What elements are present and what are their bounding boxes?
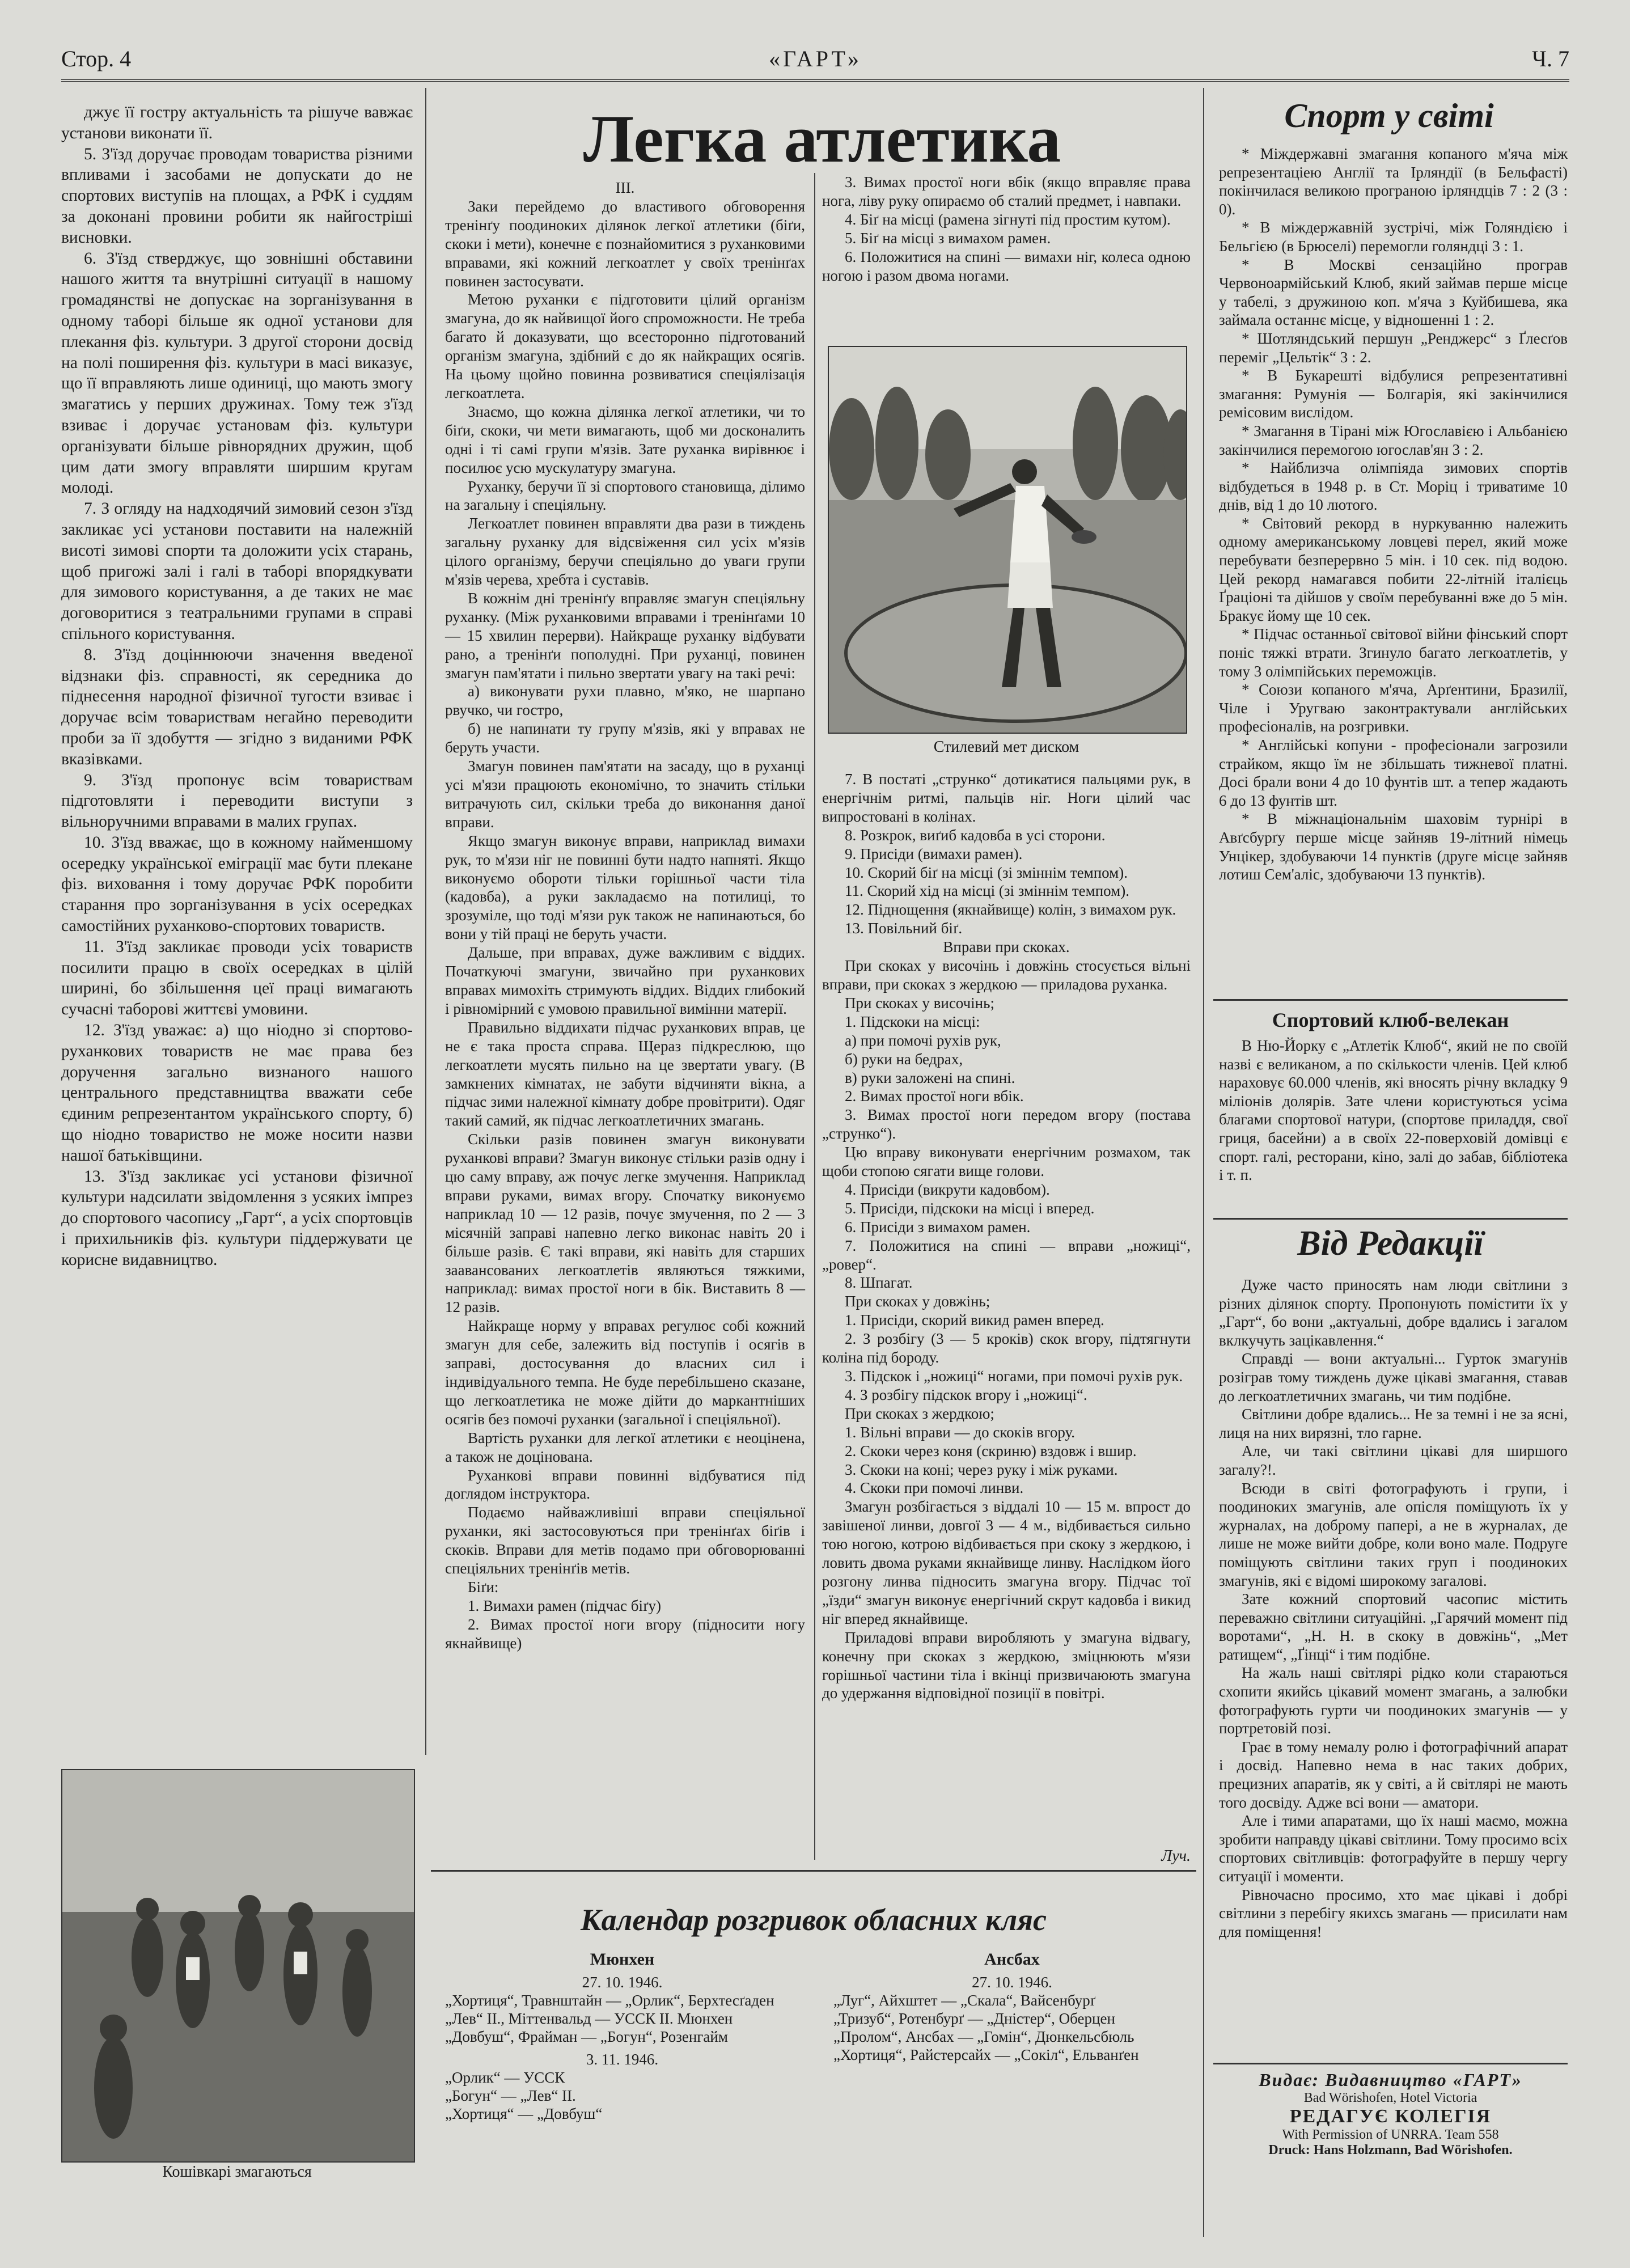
page-header [61, 34, 1569, 79]
paragraph: Змагун повинен пам'ятати на засаду, що в руханці усі м'язи працюють економічно, то значить стільки витрачують сил, скільки треба до виконання даної вправи. [445, 758, 805, 831]
paragraph: Справді — вони актуальні... Гурток змагунів розіграв тому тиждень дуже цікаві змагання, ставав до легкоатлетичних змагань, чи тим подібне. [1219, 1350, 1568, 1404]
paragraph: 8. З'їзд доціннюючи значення введеної відзнаки фіз. справності, як середника до піднесення народної фізичної тугости взиває і доручає всім товариствам негайно переводити проби за її здобуття — згідно з виданими РФК вказівками. [61, 645, 413, 768]
paragraph: а) виконувати рухи плавно, м'яко, не шарпано рвучко, чи гостро, [445, 683, 805, 719]
news-item: * Англійські копуни - професіонали загрозили страйком, якщо їм не збільшать тижневої платні. Досі брали вони 4 до 10 фунтів шт. а тепер жадають 6 до 13 фунтів шт. [1219, 737, 1568, 809]
paragraph: При скоках у довжінь; [845, 1293, 990, 1310]
news-item: * Шотляндський першун „Ренджерс“ з Ґлесґов переміг „Цельтік“ 3 : 2. [1219, 329, 1568, 366]
paragraph: 2. Скоки через коня (скриню) вздовж і вшир. [845, 1442, 1137, 1459]
paragraph: Руханкові вправи повинні відбуватися під доглядом інструктора. [445, 1466, 805, 1503]
paragraph: 13. Повільний біґ. [845, 920, 963, 937]
paragraph: При скоках з жердкою; [845, 1404, 994, 1422]
calendar-rule [431, 1870, 1196, 1872]
paragraph: 6. З'їзд стверджує, що зовнішні обставини нашого життя та внутрішні ситуації в нашому громадянстві не допускає на зорганізування в одному таборі більше як одної установи для плекання фіз. культури. З другої сторони досвід на полі поширення фіз. культури в масі виказує, що її вправляють лише одиниці, що мають змогу змагатись у перших дружинах. Тому теж з'їзд взиває і доручає установам фіз. культури організувати більше рівнорядних дружин, щоб цим дати змогу вправляти ширшим кругам молоді. [61, 249, 413, 497]
news-item: * В Москві сензаційно програв Червоноармійський Клюб, який займав перше місце у табелі, з дружиною коп. м'яча з Куйбишева, яка займала останнє місце, у відношенні 1 : 2. [1219, 256, 1568, 329]
paragraph: 1. Вільні вправи — до скоків вгору. [845, 1423, 1076, 1441]
munich-heading: Мюнхен [590, 1950, 655, 1969]
fixture-line: „Тризуб“, Ротенбурґ — „Дністер“, Оберцен [833, 2010, 1115, 2027]
printer-line: Druck: Hans Holzmann, Bad Wörishofen. [1268, 2143, 1513, 2157]
paragraph: Правильно віддихати підчас руханкових вправ, це не є така проста справа. Щераз підкреслюю, що легкоатлети мусять пильно на це звертати увагу. (В замкнених кімнатах, не забути відчиняти вікна, а підчас зими належної кімнату добре провітрити). Одяг такий самий, як підчас легкоатлетичних змагань. [445, 1018, 805, 1129]
paragraph: 2. З розбігу (3 — 5 кроків) скок вгору, підтягнути коліна під бороду. [822, 1330, 1191, 1366]
editorial-column [1219, 1276, 1568, 1941]
club-column [1219, 1036, 1568, 1184]
publisher-place: Bad Wörishofen, Hotel Victoria [1303, 2091, 1477, 2105]
calendar-munich [445, 1950, 799, 2123]
paragraph: На жаль наші світлярі рідко коли стараються схопити якийсь цікавий момент змагань, а залюбки фотографують гурти чи поодиноких змагунів — у портретовій позі. [1219, 1664, 1568, 1737]
news-item: * Союзи копаного м'яча, Арґентини, Бразилії, Чіле і Уругваю законтрактували англійських професіоналів, на розгривки. [1219, 681, 1568, 735]
paragraph: Руханку, беручи її зі спортового становища, ділимо на загальну і спеціяльну. [445, 477, 805, 514]
paragraph: Рівночасно просимо, хто має цікаві і добрі світлини з перебігу якихсь змагань — присилати нам для поміщення! [1219, 1886, 1568, 1940]
basketball-photo-caption: Кошівкарі змагаються [162, 2163, 312, 2181]
news-item: * Підчас останньої світової війни фінський спорт поніс тяжкі втрати. Згинуло багато легкоатлетів, у тому 3 олімпійських переможців. [1219, 625, 1568, 680]
paragraph: Грає в тому немалу ролю і фотографічний апарат і досвід. Напевно нема в нас таких добрих, прецизних апаратів, як у світі, а й світлярі не мають того досвіду. Адже всі вони — аматори. [1219, 1738, 1568, 1811]
news-item: * Змагання в Тірані між Югославією і Альбанією закінчилися перемогою югослав'ян 3 : 2. [1219, 422, 1568, 458]
paragraph: Метою руханки є підготовити цілий організм змагуна, до як найвищої його спроможности. Не треба багато й доказувати, що всесторонно підготований організм змагуна, здібний є до як найкращих осягів. На цьому щойно повинна розвиватися спеціялізація легкоатлета. [445, 291, 805, 401]
paragraph: 1. Присіди, скорий викид рамен вперед. [845, 1311, 1104, 1329]
fixture-line: „Орлик“ — УССК [445, 2069, 565, 2086]
imprint [1213, 2070, 1568, 2158]
paragraph: 10. Скорий біґ на місці (зі зміннім темпом). [845, 864, 1128, 881]
paragraph: Але, чи такі світлини цікаві для ширшого загалу?!. [1219, 1442, 1568, 1478]
basketball-photo [61, 1769, 415, 2163]
discus-photo-caption: Стилевий мет диском [933, 738, 1079, 756]
paragraph: Зате кожний спортовий часопис містить переважно світлини ситуаційні. „Гарячий момент під воротами“, „Н. Н. в скоку в довжінь“, „Мет ратищем“, „Ґінці“ і тим подібне. [1219, 1590, 1568, 1663]
paragraph: Приладові вправи виробляють у змагуна відвагу, конечну при скоках з жердкою, зміцнюють м'язи горішньої частини тіла і вкінці призвичаюють змагуна до удержання відповідної позиції в повітрі. [822, 1628, 1191, 1702]
left-column [61, 102, 413, 1271]
column-divider [425, 88, 426, 1755]
paragraph: Легкоатлет повинен вправляти два рази в тиждень загальну руханку для відсвіження сил усіх м'язів цілого організму, беручи спеціяльно до уваги групи м'язів черева, хребта і суставів. [445, 515, 805, 589]
header-rule [61, 79, 1569, 82]
main-title: Легка атлетика [583, 101, 1061, 176]
paragraph: 4. Біґ на місці (рамена зігнуті під простим кутом). [845, 210, 1171, 228]
paragraph: 8. Шпагат. [845, 1274, 913, 1292]
paragraph: Якщо змагун виконує вправи, наприклад вимахи рук, то м'язи ніг не повинні бути надто напняті. Якщо виконуємо обороти тільки горішньої части тіла (кадовба), а руки закладаємо на потилиці, то зрозуміле, що тоді м'язи рук також не напинаються, бо вони у тій праці не беруть участи. [445, 832, 805, 943]
paragraph: Найкраще норму у вправах регулює собі кожний змагун для себе, залежить від поступів і осягів в заправі, достосування до власних сил і індивідуального темпа. Не буде перебільшено сказане, що легкоатлетика не може дійти до маркантніших осягів без помочі руханки (загальної і спеціяльної). [445, 1317, 805, 1428]
paragraph: 7. Положитися на спині — вправи „ножиці“, „ровер“. [822, 1237, 1191, 1273]
fixture-line: „Хортиця“, Травнштайн — „Орлик“, Берхтесґаден [445, 1992, 774, 2009]
article-column-2-bottom [822, 770, 1191, 1703]
paragraph: Скільки разів повинен змагун виконувати руханкові вправи? Змагун виконує стільки разів одну і цю саму вправу, аж почує легке змучення. Наприклад вправи руками, вимах вгору. Спочатку виконуємо наприклад 10 — 12 разів, почує змучення, по 2 — 3 місячній заправі напевно легко виконає навіть 20 і більше разів. Є такі вправи, які навіть для старших заавансованих легкоатлетів являються тяжкими, наприклад: вимах простої ноги в бік. Виставить 8 — 12 разів. [445, 1131, 805, 1316]
paragraph: При скоках у височінь; [845, 994, 994, 1012]
paragraph: 3. Вимах простої ноги передом вгору (постава „струнко“). [822, 1106, 1191, 1143]
paragraph: 6. Положитися на спині — вимахи ніг, колеса одною ногою і разом двома ногами. [822, 248, 1191, 284]
newspaper-name: «ГАРТ» [769, 46, 862, 71]
paragraph: 6. Присіди з вимахом рамен. [845, 1218, 1031, 1235]
paragraph: 11. Скорий хід на місці (зі зміннім темпом). [845, 882, 1129, 900]
paragraph: 1. Підскоки на місці: [845, 1013, 980, 1030]
munich-date-2: 3. 11. 1946. [586, 2051, 659, 2068]
paragraph: 5. Присіди, підскоки на місці і вперед. [845, 1199, 1095, 1217]
paragraph: Заки перейдемо до властивого обговорення тренінґу поодиноких ділянок легкої атлетики (біґи, скоки і мети), конечне є познайомитися з руханковими вправами, які кожний легкоатлет у своїх тренінґах повинен застосувати. [445, 197, 805, 290]
paragraph: В кожнім дні тренінґу вправляє змагун спеціяльну руханку. (Між руханковими вправами і тренінґами 10 — 15 хвилин перерви). Найкраще руханку відбувати рано, а тренінґи пополудні. При руханці, повинен змагун пам'ятати і пильно звертати увагу на такі речі: [445, 589, 805, 682]
page-number: Стор. 4 [61, 46, 132, 71]
fixture-line: „Луг“, Айхштет — „Скала“, Вайсенбурґ [833, 1992, 1096, 2009]
paragraph: 4. Присіди (викрути кадовбом). [845, 1180, 1050, 1198]
paragraph: Але і тими апаратами, що їх наші маємо, можна зробити направду цікаві світлини. Тому просимо всіх спортових світливців: фотографуйте в першу чергу ситуації і моменти. [1219, 1812, 1568, 1885]
fixture-line: „Пролом“, Ансбах — „Гомін“, Дюнкельсбюль [833, 2028, 1134, 2045]
paragraph: Дальше, при вправах, дуже важливим є віддих. Початкуючі змагуни, звичайно при руханкових вправах мимохіть стримують віддих. Віддих глибокий і рівномірний є умовою правильної вимінни матерії. [445, 944, 805, 1017]
paragraph: 4. Скоки при помочі линви. [845, 1479, 1024, 1497]
paragraph: Подаємо найважливіші вправи спеціяльної руханки, які застосовуються при тренінґах біґів і скоків. Вправи для метів подамо при обговорюванні спеціяльних тренінґів метів. [445, 1504, 805, 1577]
paragraph: 13. З'їзд закликає усі установи фізичної культури надсилати звідомлення з усяких імпрез до спортового часопису „Гарт“, а усіх спортовців і прихильників фіз. культури піддержувати це корисне видавництво. [61, 1167, 413, 1269]
paragraph: 2. Вимах простої ноги вгору (підносити ногу якнайвище) [445, 1615, 805, 1652]
news-item: * В Букарешті відбулися репрезентативні змагання: Румунія — Болгарія, які закінчилися ремісовим вислідом. [1219, 367, 1568, 421]
paragraph: 12. З'їзд уважає: а) що ніодно зі спортово-руханкових товариств не має права без доручення загально визнаного нашого центрального представництва вважати себе єдиним репрезентантом українського спорту, б) що ніодно товариство не може носити назви нашої батьківщини. [61, 1021, 413, 1165]
paragraph: 10. З'їзд вважає, що в кожному найменшому осередку української еміграції має бути плекане фіз. виховання і тому доручає РФК поробити старання про зорганізування в усіх осередках самостійних руханково-спортових товариств. [61, 833, 413, 936]
paragraph: Біґи: [468, 1578, 499, 1596]
paragraph: 9. Присіди (вимахи рамен). [845, 845, 1023, 862]
paragraph: б) руки на бедрах, [845, 1050, 963, 1068]
fixture-line: „Богун“ — „Лев“ II. [445, 2087, 576, 2104]
paragraph: Цю вправу виконувати енергічним розмахом, так щоби стопою сягати вище голови. [822, 1144, 1191, 1180]
paragraph: При скоках у височінь і довжінь стосується вільні вправи, при скоках з жердкою — приладова руханка. [822, 957, 1191, 993]
news-item: * Найблизча олімпіяда зимових спортів відбудеться в 1948 р. в Ст. Моріц і триватиме 10 днів, від 1 до 10 лютого. [1219, 459, 1568, 514]
calendar-ansbach [833, 1950, 1191, 2064]
paragraph: 2. Вимах простої ноги вбік. [845, 1088, 1024, 1105]
author-signature: Луч. [1161, 1847, 1191, 1865]
paragraph: 7. В постаті „струнко“ дотикатися пальцями рук, в енергічнім ритмі, пальців ніг. Ноги цілий час випростовані в колінах. [822, 771, 1191, 825]
article-column-2-top [822, 173, 1191, 285]
calendar-title: Календар розгривок обласних кляс [581, 1903, 1047, 1937]
paragraph: 8. Розкрок, виґиб кадовба в усі сторони. [845, 826, 1106, 844]
club-title: Спортовий клюб-велекан [1272, 1009, 1509, 1031]
editorial-title: Від Редакції [1297, 1224, 1484, 1263]
column-divider [1203, 88, 1204, 2237]
paragraph: 5. Біґ на місці з вимахом рамен. [845, 229, 1051, 247]
editor-label: РЕДАГУЄ КОЛЕГІЯ [1289, 2106, 1492, 2127]
issue-number: Ч. 7 [1532, 46, 1569, 71]
paragraph: 5. З'їзд доручає проводам товариства різними впливами і засобами не допускати до не спортових виступів на площах, а РФК і суддям за доконані провини робити як найгостріші висновки. [61, 145, 413, 247]
paragraph: б) не напинати ту групу м'язів, які у вправах не беруть участи. [445, 720, 805, 756]
paragraph: 3. Підскок і „ножиці“ ногами, при помочі рухів рук. [845, 1368, 1183, 1385]
paragraph: Вартість руханки для легкої атлетики є неоцінена, а також не доцінована. [445, 1429, 805, 1465]
permission-line: With Permission of UNRRA. Team 558 [1282, 2127, 1499, 2142]
ansbach-heading: Ансбах [984, 1950, 1040, 1969]
paragraph: в) руки заложені на спині. [845, 1069, 1015, 1086]
fixture-line: „Довбуш“, Фрайман — „Богун“, Розенгайм [445, 2028, 728, 2045]
fixture-line: „Хортиця“, Райстерсайх — „Сокіл“, Ельванґен [833, 2046, 1139, 2063]
section-rule [1213, 2063, 1568, 2064]
news-item: * В міждержавній зустрічі, між Голяндією і Бельгією (в Брюселі) перемогли голяндці 3 : 1. [1219, 219, 1568, 255]
paragraph: а) при помочі рухів рук, [845, 1031, 1001, 1049]
paragraph: 3. Скоки на коні; через руку і між руками. [845, 1461, 1118, 1478]
paragraph: 11. З'їзд закликає проводи усіх товариств посилити працю в своїх осередках в цілій ширині, бо збільшення цеї праці вимагають сучасні таборові життєві умовини. [61, 937, 413, 1019]
paragraph: III. [615, 179, 635, 196]
news-item: * Міждержавні змагання копаного м'яча між репрезентаціею Англії та Ірляндії (в Бельфасті) покінчилася великою програною ірляндців 7 : 2 (3 : 0). [1219, 145, 1568, 218]
fixture-line: „Лев“ II., Міттенвальд — УССК II. Мюнхен [445, 2010, 733, 2027]
news-item: * В міжнаціональнім шаховім турнірі в Авґсбурґу перше місце зайняв 19-літний німець Унцікер, здобуваючи 14 пунктів (друге місце зайняв лотиш Сем'аліс, здобуваючи 13 пунктів). [1219, 810, 1568, 883]
article-column-1 [445, 179, 805, 1653]
paragraph: Всюди в світі фотографують і групи, і поодиноких змагунів, але опісля поміщують їх у журналах, на доброму папері, а не в журналах, де лише не може вийти добре, коли воно мале. Подруге поміщують світлини таких груп і поодиноких змагунів, які є відомі широкому загалові. [1219, 1479, 1568, 1589]
paragraph: Змагун розбігається з віддалі 10 — 15 м. впрост до завішеної линви, довгої 3 — 4 м., відбивається сильно тою ногою, котрою відбивається при скоку з жердкою, і ловить двома руками якнайвище линву. Наслідком його розгону линва підносить змагуна вгору. Підчас тої „їзди“ змагун виконує енергічний скрут кадовба і викид ніг вперед якнайвище. [822, 1498, 1191, 1627]
paragraph: 4. З розбігу підскок вгору і „ножиці“. [845, 1386, 1087, 1403]
paragraph: 3. Вимах простої ноги вбік (якщо вправляє права нога, ліву руку опираємо об сталий предмет, і навпаки. [822, 174, 1191, 209]
column-divider [814, 173, 815, 1860]
publisher-label: Видає: Видавництво «ГАРТ» [1259, 2070, 1522, 2090]
sport-world-column [1219, 145, 1568, 884]
ansbach-date-1: 27. 10. 1946. [972, 1974, 1052, 1991]
discus-photo [828, 346, 1187, 734]
sport-world-title: Спорт у світі [1284, 97, 1494, 134]
section-rule [1213, 999, 1568, 1001]
paragraph: 9. З'їзд пропонує всім товариствам підготовляти і переводити виступи з вільноручними вправами в малих групах. [61, 771, 413, 831]
news-item: * Світовий рекорд в нуркуванню належить одному американському ловцеві перел, який може перебувати безперервно 5 мін. і 10 сек. під водою. Цей рекорд намагався побити 22-літній італієць Ґраціоні та дійшов у своїм перебуванні вже до 5 мін. Бракує йому ще 10 сек. [1219, 514, 1568, 624]
paragraph: Вправи при скоках. [943, 938, 1070, 956]
paragraph: Знаємо, що кожна ділянка легкої атлетики, чи то біґи, скоки, чи мети вимагають, щоб ми досконалить одні і ті самі групи м'язів. Зате руханка вирівнює і посилює усю мускулатуру змагуна. [445, 403, 805, 476]
club-text: В Ню-Йорку є „Атлетік Клюб“, який не по своїй назві є великаном, а по скількости членів. Цей клюб нараховує 60.000 членів, які вносять річну вкладку 9 міліонів долярів. Зате члени користуються усіма благами спортової натури, (спортове приладдя, свої гриця, басейни) а в своїх 22-поверховій домівці є спорт. галі, ресторани, кіно, залі до забав, бібліотека і т. п. [1219, 1037, 1568, 1184]
paragraph: джує її гостру актуальність та рішуче вавжає установи виконати її. [61, 103, 413, 142]
section-rule [1213, 1218, 1568, 1220]
paragraph: Світлини добре вдались... Не за темні і не за ясні, лиця на них вирязні, тло гарне. [1219, 1406, 1568, 1441]
paragraph: 1. Вимахи рамен (підчас біґу) [468, 1597, 661, 1614]
paragraph: 12. Піднощення (якнайвище) колін, з вимахом рук. [845, 901, 1176, 919]
munich-date-1: 27. 10. 1946. [582, 1974, 663, 1991]
fixture-line: „Хортиця“ — „Довбуш“ [445, 2105, 603, 2122]
paragraph: Дуже часто приносять нам люди світлини з різних ділянок спорту. Пропонують помістити їх у „Гарт“, бо вони „актуальні, добре вдались і загалом вклкучуть зацікавлення.“ [1219, 1276, 1568, 1349]
paragraph: 7. З огляду на надходячий зимовий сезон з'їзд закликає усі установи поставити на належній висоті зимові спорти та доложити усіх старань, щоб пригожі залі і галі в таборі впорядкувати для зимового користування, а де таких не має договоритися з театральними групами в справі спільного користування. [61, 500, 413, 643]
